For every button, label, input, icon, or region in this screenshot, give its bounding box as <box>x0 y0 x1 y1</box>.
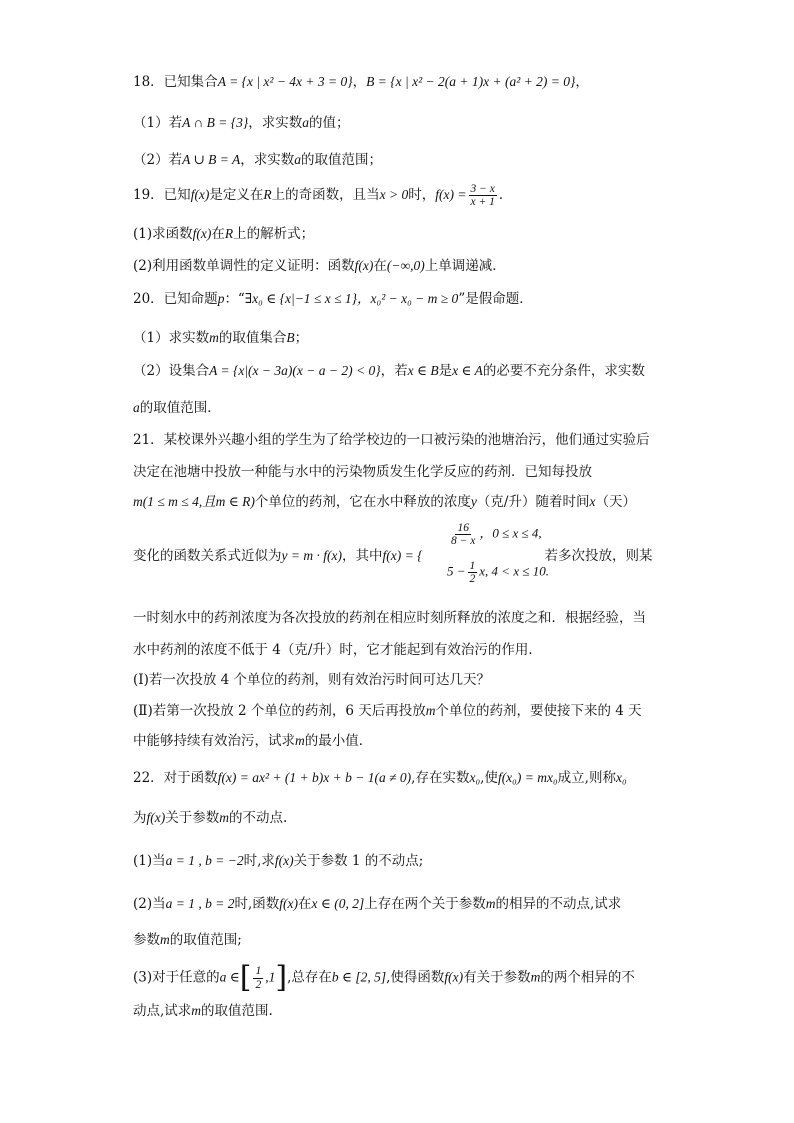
q22-part1 <box>133 853 423 869</box>
q19-p2-pre: (2)利用函数单调性的定义证明：函数 <box>133 258 355 274</box>
q20-stem-pre: 20．已知命题 <box>133 291 218 307</box>
q21-line5: 一时刻水中的药剂浓度为各次投放的药剂在相应时刻所释放的浓度之和．根据经验，当 <box>133 610 646 626</box>
q22-p3-m: m <box>530 969 541 985</box>
q20-stem <box>133 291 533 307</box>
q21-m-range: m(1 ≤ m ≤ 4,且m ∈ R) <box>133 494 255 509</box>
q18-p1-post: ，求实数 <box>248 115 303 131</box>
q21-part2 <box>133 703 642 719</box>
q22-p1-mid: 时,求 <box>243 853 275 869</box>
q20-proposition: ∃x₀ ∈ {x|−1 ≤ x ≤ 1}，x₀² − x₀ − m ≥ 0 <box>244 291 459 306</box>
q22-p3-one: ,1 <box>265 969 276 985</box>
q20-p: p <box>217 291 225 306</box>
q21-case1-den: 8 − x <box>451 535 476 548</box>
q19-p2-interval: (−∞,0) <box>386 258 425 273</box>
q22-p2-mid3: 上存在两个关于参数 <box>364 896 486 912</box>
q19-p2-end: 上单调递减． <box>424 258 506 274</box>
q22-p2-end: 的相异的不动点,试求 <box>495 896 622 912</box>
q19-fraction <box>469 183 497 208</box>
q22-p1-end: 关于参数 1 的不动点; <box>293 853 424 869</box>
q22-p1-cond: a = 1 , b = −2 <box>165 853 244 868</box>
q21-case1-num: 16 <box>457 522 469 534</box>
q19-end: ． <box>498 187 513 204</box>
q21-p2-m: m <box>425 703 436 718</box>
q18-p2-pre: （2）若 <box>133 152 183 168</box>
q22-p2-cond: a = 1 , b = 2 <box>165 896 235 911</box>
q18-p2-var: a <box>294 152 302 167</box>
q21-line4-fx: f(x) = { <box>382 548 423 563</box>
q20-p2-mid2: 是 <box>438 363 453 379</box>
q20-p2-a: a <box>133 400 140 415</box>
q22-p1-pre: (1)当 <box>133 853 166 869</box>
q22-p3-mid: ,总存在 <box>287 969 332 986</box>
q20-p1-pre: （1）求实数 <box>133 330 210 346</box>
q20-p1-semi: ； <box>294 330 309 346</box>
q21-p2-l2-end: 的最小值． <box>304 733 373 749</box>
q18-part2 <box>133 152 382 168</box>
q21-p2-l2-m: m <box>295 733 305 748</box>
q22-part2-line2 <box>133 932 242 948</box>
q21-line1: 21．某校课外兴趣小组的学生为了给学校边的一口被污染的池塘治污，他们通过实验后 <box>133 432 650 448</box>
q19-p1-mid: 在 <box>211 226 225 242</box>
q21-line2: 决定在池塘中投放一种能与水中的污染物质发生化学反应的药剂．已知每投放 <box>133 464 592 480</box>
q22-p3-num: 1 <box>255 965 262 978</box>
q18-stem-text: 18．已知集合 <box>133 74 218 90</box>
q22-fx: f(x) = ax² + (1 + b)x + b − 1(a ≠ 0) <box>217 770 412 785</box>
q21-case1 <box>447 522 542 547</box>
q20-p2-last: 的取值范围． <box>139 400 221 416</box>
q20-p2-cond2: x ∈ A <box>452 363 483 378</box>
q22-l2-pre: 为 <box>133 810 147 826</box>
q19-numerator: 3 − x <box>470 183 495 195</box>
q19-denominator: x + 1 <box>470 196 495 209</box>
q20-p1-end: 的取值集合 <box>218 330 287 346</box>
q22-p2-l2-m: m <box>160 932 170 947</box>
q20-p1-m: m <box>209 330 219 345</box>
q22-p2-l2-end: 的取值范围; <box>169 932 242 948</box>
q22-p3-a: a ∈ <box>219 969 240 985</box>
q22-part3-line2 <box>133 1003 273 1019</box>
q22-p3-l2-m: m <box>191 1003 202 1018</box>
q22-p3-l2-pre: 动点,试求 <box>133 1003 192 1019</box>
q22-p2-fx: f(x) <box>279 896 299 911</box>
q22-p3-right-bracket: ] <box>275 960 288 995</box>
q22-stem-mid2: ,使 <box>480 770 498 786</box>
q19-stem-mid2: 上的奇函数，且当 <box>271 187 380 204</box>
q19-p1-pre: (1)求函数 <box>133 226 193 242</box>
q18-part1 <box>133 115 350 131</box>
q20-p2-set: A = {x|(x − 3a)(x − a − 2) < 0} <box>209 363 381 378</box>
q18-p1-pre: （1）若 <box>133 115 183 131</box>
q18-p2-math: A ∪ B = A <box>182 152 241 167</box>
q19-p1-fx: f(x) <box>192 226 212 241</box>
q20-part2 <box>133 363 645 379</box>
q21-case2-a: 5 − <box>447 563 466 579</box>
q19-part1 <box>133 226 314 242</box>
q21-line4-pre: 变化的函数关系式近似为 <box>133 548 282 564</box>
q22-x0: x₀ <box>469 770 481 785</box>
q18-end: ， <box>575 74 589 90</box>
q21-line4-mid: ，其中 <box>341 548 383 564</box>
q22-stem-mid: ,存在实数 <box>411 770 470 786</box>
q22-p1-fx: f(x) <box>274 853 294 868</box>
q18-stem <box>133 74 589 90</box>
q22-p2-mid2: 在 <box>298 896 312 912</box>
q20-stem-mid: ：“ <box>224 291 245 307</box>
q20-p2-end: 的必要不充分条件，求实数 <box>482 363 645 379</box>
q22-p2-interval: x ∈ (0, 2] <box>311 896 365 911</box>
q19-stem-mid3: 时， <box>408 187 436 204</box>
q21-part2-line2 <box>133 733 372 749</box>
q22-stem <box>133 770 627 786</box>
q18-p1-var: a <box>302 115 309 130</box>
q22-p3-l2-end: 的取值范围. <box>201 1003 273 1019</box>
q22-stem-pre: 22．对于函数 <box>133 770 218 786</box>
q20-p2-pre: （2）设集合 <box>133 363 210 379</box>
q22-p3-den: 2 <box>255 978 262 991</box>
q22-part2 <box>133 896 621 912</box>
q22-p3-frac <box>253 965 263 990</box>
q20-stem-end: ”是假命题． <box>458 291 533 307</box>
q22-x0b: x₀ <box>615 770 627 785</box>
q18-set-a: A = {x | x² − 4x + 3 = 0} <box>217 74 353 89</box>
q21-case2-den: 2 <box>469 573 476 586</box>
q21-line4-end: 若多次投放，则某 <box>544 548 653 564</box>
q19-p2-mid: 在 <box>373 258 387 274</box>
q20-p1-B: B <box>286 330 295 345</box>
q21-line4-eq: y = m · f(x) <box>281 548 342 563</box>
q22-p3-mid2: ,使得函数 <box>386 969 445 986</box>
q19-p1-end: 上的解析式； <box>233 226 315 242</box>
q21-case1-frac <box>449 522 477 547</box>
q22-stem-mid3: 成立,则称 <box>557 770 616 786</box>
q22-p3-left-bracket: [ <box>239 960 252 995</box>
q21-line4 <box>133 548 652 564</box>
q21-p2-end: 个单位的药剂，要使接下来的 4 天 <box>435 703 642 719</box>
q22-p2-pre: (2)当 <box>133 896 166 912</box>
q19-stem-pre: 19．已知 <box>133 187 191 204</box>
q18-set-b: B = {x | x² − 2(a + 1)x + (a² + 2) = 0} <box>366 74 576 89</box>
q21-line3-text: 个单位的药剂，它在水中释放的浓度 <box>254 494 471 510</box>
q22-p3-b: b ∈ [2, 5] <box>331 969 387 985</box>
q19-cond: x > 0 <box>379 187 409 203</box>
q21-part1: (Ⅰ)若一次投放 4 个单位的药剂，则有效治污时间可达几天？ <box>133 672 491 688</box>
q22-l2-m: m <box>219 810 229 825</box>
q22-p3-pre: (3)对于任意的 <box>133 969 220 986</box>
q22-l2-fx: f(x) <box>146 810 166 825</box>
q18-p2-post: ，求实数 <box>240 152 295 168</box>
q18-p1-math: A ∩ B = {3} <box>182 115 249 130</box>
q21-p2-pre: (Ⅱ)若第一次投放 2 个单位的药剂，6 天后再投放 <box>133 703 426 719</box>
q19-fx: f(x) <box>190 187 210 203</box>
q22-l2-mid: 关于参数 <box>165 810 220 826</box>
q22-p2-mid: 时,函数 <box>234 896 280 912</box>
q21-case2-num: 1 <box>469 560 476 572</box>
q22-p3-end: 的两个相异的不 <box>540 969 635 986</box>
q22-eq: f(x₀) = mx₀ <box>497 770 558 785</box>
q19-p2-fx: f(x) <box>354 258 374 273</box>
q21-line3-text2: （克/升）随着时间 <box>476 494 590 510</box>
q21-case1-cond: ，0 ≤ x ≤ 4, <box>479 525 542 541</box>
q19-p1-R: R <box>224 226 234 241</box>
q21-case2-b: x, 4 < x ≤ 10. <box>479 563 549 579</box>
q22-line2 <box>133 810 287 826</box>
q20-p2-mid: ，若 <box>380 363 408 379</box>
q20-part2-line2 <box>133 400 221 416</box>
q18-sep: ， <box>352 74 367 90</box>
q21-case2 <box>447 560 549 585</box>
q18-p2-end: 的取值范围； <box>301 152 383 168</box>
q21-line3-text3: （天） <box>595 494 636 510</box>
q21-line3 <box>133 494 636 510</box>
q21-p2-l2-pre: 中能够持续有效治污，试求 <box>133 733 295 749</box>
q20-p2-cond1: x ∈ B <box>407 363 439 378</box>
q18-p1-end: 的值； <box>309 115 350 131</box>
q22-p2-m: m <box>485 896 496 911</box>
q22-p3-fx: f(x) <box>444 969 464 985</box>
q21-y: y <box>470 494 477 509</box>
q19-stem-mid: 是定义在 <box>209 187 264 204</box>
q21-line6: 水中药剂的浓度不低于 4（克/升）时，它才能起到有效治污的作用． <box>133 642 542 658</box>
q20-part1 <box>133 330 308 346</box>
q19-part2 <box>133 258 506 274</box>
q19-fx2: f(x) = <box>435 187 467 203</box>
q21-x: x <box>589 494 596 509</box>
q22-p2-l2-pre: 参数 <box>133 932 160 948</box>
q21-case2-frac <box>468 560 478 585</box>
q22-l2-end: 的不动点. <box>228 810 288 826</box>
q19-stem <box>133 183 512 208</box>
q22-part3 <box>133 960 635 995</box>
q19-R: R <box>263 187 272 203</box>
q22-p3-mid3: 有关于参数 <box>463 969 531 986</box>
